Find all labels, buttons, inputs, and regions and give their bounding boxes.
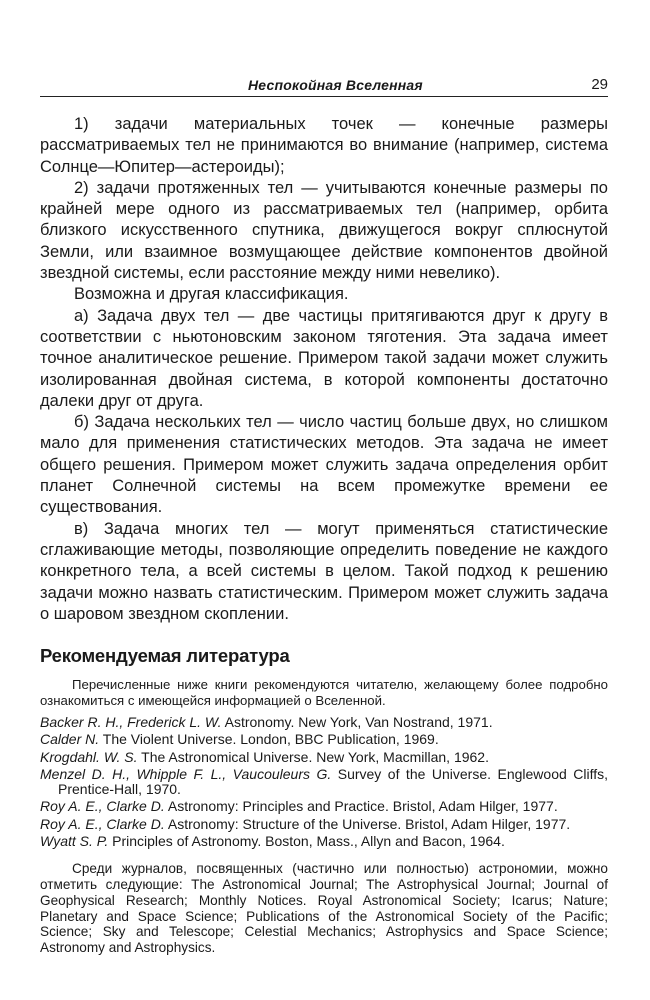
reference-authors: Calder N. bbox=[40, 731, 100, 748]
reference-item bbox=[40, 732, 608, 748]
paragraph-two-body-problem: а) Задача двух тел — две частицы притягиваются друг к другу в соответствии с ньютоновским законом тяготения. Эта задача имеет точное аналитическое решение. Примером такой задачи может служить изолированная двойная система, в которой компоненты достаточно далеки друг от друга. bbox=[40, 306, 608, 410]
reference-list bbox=[40, 715, 608, 849]
reference-authors: Roy A. E., Clarke D. bbox=[40, 798, 165, 815]
paragraph-many-body-problem: в) Задача многих тел — могут применяться статистические сглаживающие методы, позволяющие определить поведение не каждого конкретного тела, а всей системы в целом. Такой подход к решению задачи можно назвать статистическим. Примером может служить задача о шаровом звездном скоплении. bbox=[40, 519, 608, 623]
section-heading-recommended-reading: Рекомендуемая литература bbox=[40, 645, 290, 667]
reference-item bbox=[40, 817, 608, 833]
running-header bbox=[40, 74, 608, 97]
paragraph-extended-bodies: 2) задачи протяженных тел — учитываются конечные размеры по крайней мере одного из рассматриваемых тел (например, орбита близкого искусственного спутника, движущегося вокруг сплюснутой Земли, или взаимное возмущающее действие компонентов двойной звездной системы, если расстояние между ними невелико). bbox=[40, 178, 608, 283]
reference-details: Principles of Astronomy. Boston, Mass., Allyn and Bacon, 1964. bbox=[108, 832, 505, 849]
journals-note: Среди журналов, посвященных (частично или полностью) астрономии, можно отметить следующие: The Astronomical Journal; The Astrophysical Journal; Journal of Geophysical Research; Monthly Notices. Royal Astronomical Society; Icarus; Nature; Planetary and Space Science; Publications of the Astronomical Society of the Pacific; Science; Sky and Telescope; Celestial Mechanics; Astrophysics and Space Science; Astronomy and Astrophysics. bbox=[40, 861, 608, 955]
reference-item bbox=[40, 834, 608, 850]
reference-details: Survey of the Universe. Englewood Cliffs, Prentice-Hall, 1970. bbox=[58, 765, 608, 798]
reference-item bbox=[40, 715, 608, 731]
reference-details: The Violent Universe. London, BBC Publication, 1969. bbox=[99, 731, 439, 748]
reference-details: The Astronomical Universe. New York, Macmillan, 1962. bbox=[137, 748, 489, 765]
reference-authors: Menzel D. H., Whipple F. L., Vaucouleurs G. bbox=[40, 765, 332, 782]
main-text bbox=[40, 114, 608, 625]
reference-authors: Wyatt S. P. bbox=[40, 832, 109, 849]
reference-authors: Roy A. E., Clarke D. bbox=[40, 815, 165, 832]
reference-details: Astronomy: Principles and Practice. Bristol, Adam Hilger, 1977. bbox=[164, 798, 558, 815]
reference-item bbox=[40, 767, 608, 798]
reference-details: Astronomy. New York, Van Nostrand, 1971. bbox=[221, 714, 493, 731]
reading-intro-note: Перечисленные ниже книги рекомендуются читателю, желающему более подробно ознакомиться с имеющейся информацией о Вселенной. bbox=[40, 677, 608, 709]
paragraph-point-masses: 1) задачи материальных точек — конечные размеры рассматриваемых тел не принимаются во внимание (например, система Солнце—Юпитер—астероиды); bbox=[40, 115, 608, 176]
reference-item bbox=[40, 799, 608, 815]
reference-item bbox=[40, 750, 608, 766]
reference-authors: Krogdahl. W. S. bbox=[40, 748, 138, 765]
reference-details: Astronomy: Structure of the Universe. Bristol, Adam Hilger, 1977. bbox=[164, 815, 571, 832]
paragraph-few-body-problem: б) Задача нескольких тел — число частиц больше двух, но слишком мало для применения статистических методов. Эта задача не имеет общего решения. Примером может служить задача определения орбит планет Солнечной системы на всем промежутке времени ее существования. bbox=[40, 413, 608, 517]
book-page bbox=[40, 74, 608, 956]
page-number: 29 bbox=[591, 76, 608, 93]
running-header-title: Неспокойная Вселенная bbox=[248, 77, 423, 93]
reference-authors: Backer R. H., Frederick L. W. bbox=[40, 714, 222, 731]
paragraph-other-classification: Возможна и другая классификация. bbox=[74, 285, 349, 304]
